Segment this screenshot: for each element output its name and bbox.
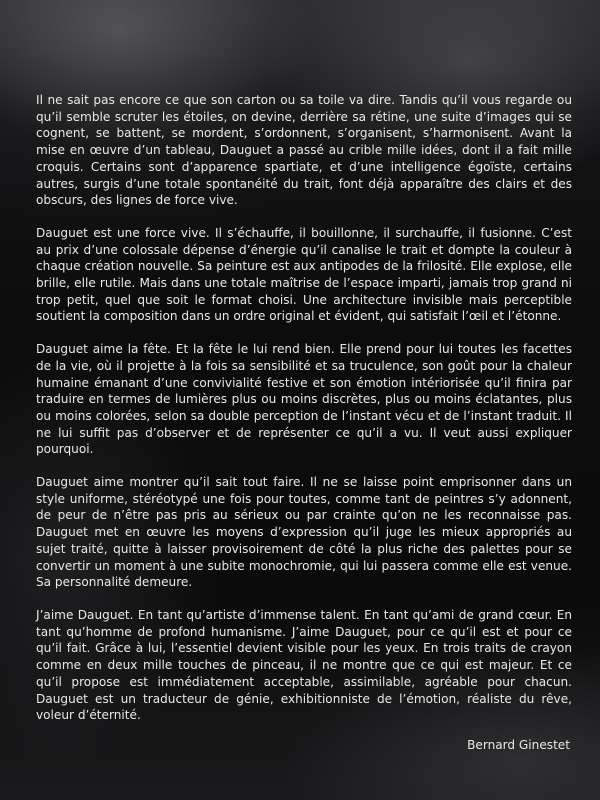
paragraph-3: Dauguet aime la fête. Et la fête le lui rend bien. Elle prend pour lui toutes les facettes de la vie, où il projette à la fois sa sensibilité et sa truculence, son goût pour la chaleur humaine émanant d’une convivialité festive et son émotion intériorisée qu’il finira par traduire en termes de lumières plus ou moins discrètes, plus ou moins éclatantes, plus ou moins colorées, selon sa double perception de l’instant vécu et de l’instant traduit. Il ne lui suffit pas d’observer et de représenter ce qu’il a vu. Il veut aussi expliquer pourquoi.	[36, 342, 572, 457]
author-signature: Bernard Ginestet	[467, 738, 570, 752]
paragraph-5: J’aime Dauguet. En tant qu’artiste d’immense talent. En tant qu’ami de grand cœur. En tant qu’homme de profond humanisme. J’aime Dauguet, pour ce qu’il est et pour ce qu’il fait. Grâce à lui, l’essentiel devient visible pour les yeux. En trois traits de crayon comme en deux mille touches de pinceau, il ne montre que ce qui est majeur. Et ce qu’il propose est immédiatement acceptable, assimilable, agréable pour chacun. Dauguet est un traducteur de génie, exhibitionniste de l’émotion, réaliste du rêve, voleur d’éternité.	[36, 607, 572, 723]
body-text	[36, 92, 572, 740]
paragraph-4: Dauguet aime montrer qu’il sait tout faire. Il ne se laisse point emprisonner dans un style uniforme, stéréotypé une fois pour toutes, comme tant de peintres s’y adonnent, de peur de n’être pas pris au sérieux ou par crainte qu’on ne les reconnaisse pas. Dauguet met en œuvre les moyens d’expression qu’il juge les mieux appropriés au sujet traité, quitte à laisser provisoirement de côté la plus riche des palettes pour se convertir un moment à une subite monochromie, qui lui passera comme elle est venue. Sa personnalité demeure.	[36, 475, 572, 590]
paragraph-1: Il ne sait pas encore ce que son carton ou sa toile va dire. Tandis qu’il vous regarde ou qu’il semble scruter les étoiles, on devine, derrière sa rétine, une suite d’images qui se cognent, se battent, se mordent, s’ordonnent, s’organisent, s’harmonisent. Avant la mise en œuvre d’un tableau, Dauguet a passé au crible mille idées, dont il a fait mille croquis. Certains sont d’apparence spartiate, et d’une intelligence égoïste, certains autres, surgis d’une totale spontanéité du trait, font déjà apparaître des clairs et des obscurs, des lignes de force vive.	[36, 93, 572, 208]
paragraph-2: Dauguet est une force vive. Il s’échauffe, il bouillonne, il surchauffe, il fusionne. C’est au prix d’une colossale dépense d’énergie qu’il canalise le trait et dompte la couleur à chaque création nouvelle. Sa peinture est aux antipodes de la frilosité. Elle explose, elle brille, elle rutile. Mais dans une totale maîtrise de l’espace imparti, jamais trop grand ni trop petit, quel que soit le format choisi. Une architecture invisible mais perceptible soutient la composition dans un ordre original et évident, qui satisfait l’œil et l’étonne.	[36, 225, 572, 324]
